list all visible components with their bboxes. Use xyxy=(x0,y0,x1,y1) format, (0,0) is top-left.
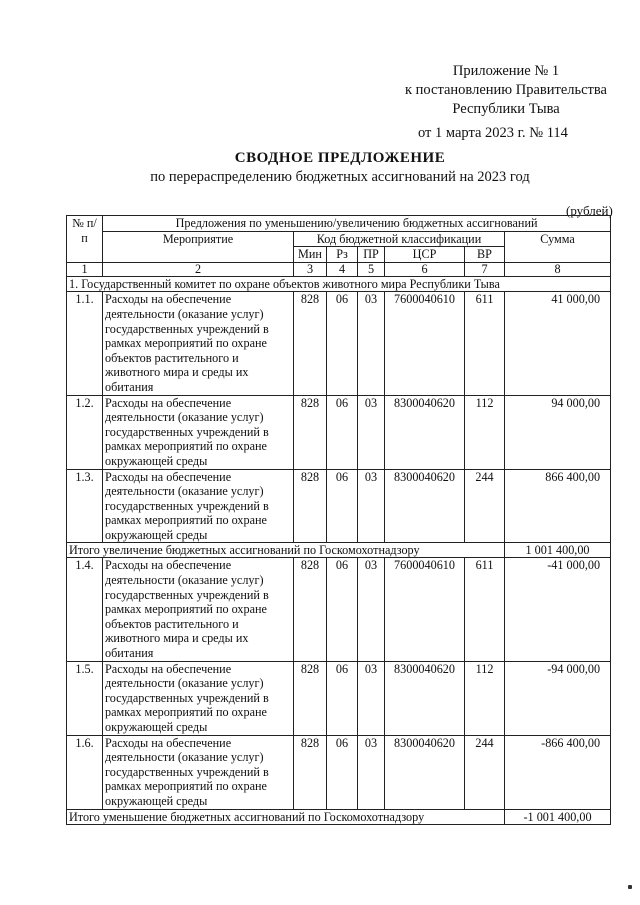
row-min: 828 xyxy=(294,469,327,543)
row-rz: 06 xyxy=(327,469,358,543)
col-number: 7 xyxy=(465,262,505,276)
header-row-1 xyxy=(67,216,611,232)
row-vr: 611 xyxy=(465,558,505,661)
row-min: 828 xyxy=(294,558,327,661)
col-number: 1 xyxy=(67,262,103,276)
col-header-pr: ПР xyxy=(358,247,385,263)
row-number: 1.6. xyxy=(67,735,103,809)
total-increase-label: Итого увеличение бюджетных ассигнований по Госкомохотнадзору xyxy=(67,543,505,558)
row-sum: -866 400,00 xyxy=(505,735,611,809)
total-decrease-value: -1 001 400,00 xyxy=(505,809,611,824)
row-pr: 03 xyxy=(358,558,385,661)
row-min: 828 xyxy=(294,735,327,809)
row-activity: Расходы на обеспечение деятельности (оказание услуг) государственных учреждений в рамках мероприятий по охране окружающей среды xyxy=(103,395,294,469)
row-number: 1.3. xyxy=(67,469,103,543)
row-min: 828 xyxy=(294,292,327,395)
total-increase-value: 1 001 400,00 xyxy=(505,543,611,558)
appendix-block xyxy=(400,62,612,119)
row-activity: Расходы на обеспечение деятельности (оказание услуг) государственных учреждений в рамках мероприятий по охране окружающей среды xyxy=(103,661,294,735)
header-row-2 xyxy=(67,231,611,247)
row-rz: 06 xyxy=(327,558,358,661)
row-pr: 03 xyxy=(358,395,385,469)
table-row xyxy=(67,292,611,395)
row-pr: 03 xyxy=(358,661,385,735)
table-row xyxy=(67,395,611,469)
row-csr: 8300040620 xyxy=(385,661,465,735)
col-header-sum: Сумма xyxy=(505,231,611,262)
row-sum: 866 400,00 xyxy=(505,469,611,543)
row-sum: 41 000,00 xyxy=(505,292,611,395)
col-number: 6 xyxy=(385,262,465,276)
budget-table xyxy=(66,215,611,825)
row-rz: 06 xyxy=(327,292,358,395)
column-number-row xyxy=(67,262,611,276)
table-row xyxy=(67,661,611,735)
total-increase-row xyxy=(67,543,611,558)
col-header-num: № п/п xyxy=(67,216,103,263)
col-number: 2 xyxy=(103,262,294,276)
table-row xyxy=(67,469,611,543)
row-vr: 611 xyxy=(465,292,505,395)
total-decrease-label: Итого уменьшение бюджетных ассигнований по Госкомохотнадзору xyxy=(67,809,505,824)
row-pr: 03 xyxy=(358,292,385,395)
row-sum: 94 000,00 xyxy=(505,395,611,469)
row-activity: Расходы на обеспечение деятельности (оказание услуг) государственных учреждений в рамках мероприятий по охране объектов растительного и животного мира и среды их обитания xyxy=(103,558,294,661)
total-decrease-row xyxy=(67,809,611,824)
row-number: 1.1. xyxy=(67,292,103,395)
row-rz: 06 xyxy=(327,395,358,469)
col-number: 8 xyxy=(505,262,611,276)
appendix-line-3: Республики Тыва xyxy=(452,101,560,117)
table-row xyxy=(67,558,611,661)
row-csr: 8300040620 xyxy=(385,735,465,809)
section-title: 1. Государственный комитет по охране объектов животного мира Республики Тыва xyxy=(67,276,611,292)
col-header-proposals: Предложения по уменьшению/увеличению бюджетных ассигнований xyxy=(103,216,611,232)
row-pr: 03 xyxy=(358,469,385,543)
col-number: 5 xyxy=(358,262,385,276)
col-header-activity: Мероприятие xyxy=(103,231,294,262)
appendix-line-2: к постановлению Правительства xyxy=(405,82,607,98)
row-vr: 112 xyxy=(465,395,505,469)
row-csr: 8300040620 xyxy=(385,469,465,543)
col-number: 3 xyxy=(294,262,327,276)
row-activity: Расходы на обеспечение деятельности (оказание услуг) государственных учреждений в рамках мероприятий по охране окружающей среды xyxy=(103,735,294,809)
col-header-csr: ЦСР xyxy=(385,247,465,263)
scan-speck xyxy=(628,885,632,889)
col-header-min: Мин xyxy=(294,247,327,263)
row-min: 828 xyxy=(294,395,327,469)
currency-unit: (рублей) xyxy=(566,203,613,218)
row-sum: -94 000,00 xyxy=(505,661,611,735)
row-rz: 06 xyxy=(327,735,358,809)
row-csr: 7600040610 xyxy=(385,292,465,395)
row-number: 1.4. xyxy=(67,558,103,661)
document-subtitle: по перераспределению бюджетных ассигнований на 2023 год xyxy=(150,169,530,185)
row-number: 1.5. xyxy=(67,661,103,735)
row-csr: 8300040620 xyxy=(385,395,465,469)
row-csr: 7600040610 xyxy=(385,558,465,661)
row-activity: Расходы на обеспечение деятельности (оказание услуг) государственных учреждений в рамках мероприятий по охране объектов растительного и животного мира и среды их обитания xyxy=(103,292,294,395)
row-vr: 244 xyxy=(465,469,505,543)
row-vr: 112 xyxy=(465,661,505,735)
row-sum: -41 000,00 xyxy=(505,558,611,661)
appendix-line-1: Приложение № 1 xyxy=(452,63,560,79)
table-row xyxy=(67,735,611,809)
col-header-code: Код бюджетной классификации xyxy=(294,231,505,247)
row-pr: 03 xyxy=(358,735,385,809)
row-activity: Расходы на обеспечение деятельности (оказание услуг) государственных учреждений в рамках мероприятий по охране окружающей среды xyxy=(103,469,294,543)
col-number: 4 xyxy=(327,262,358,276)
section-row xyxy=(67,276,611,292)
row-vr: 244 xyxy=(465,735,505,809)
row-number: 1.2. xyxy=(67,395,103,469)
decree-date: от 1 марта 2023 г. № 114 xyxy=(418,125,568,141)
row-min: 828 xyxy=(294,661,327,735)
row-rz: 06 xyxy=(327,661,358,735)
col-header-vr: ВР xyxy=(465,247,505,263)
document-title: СВОДНОЕ ПРЕДЛОЖЕНИЕ xyxy=(234,150,446,166)
col-header-rz: Рз xyxy=(327,247,358,263)
